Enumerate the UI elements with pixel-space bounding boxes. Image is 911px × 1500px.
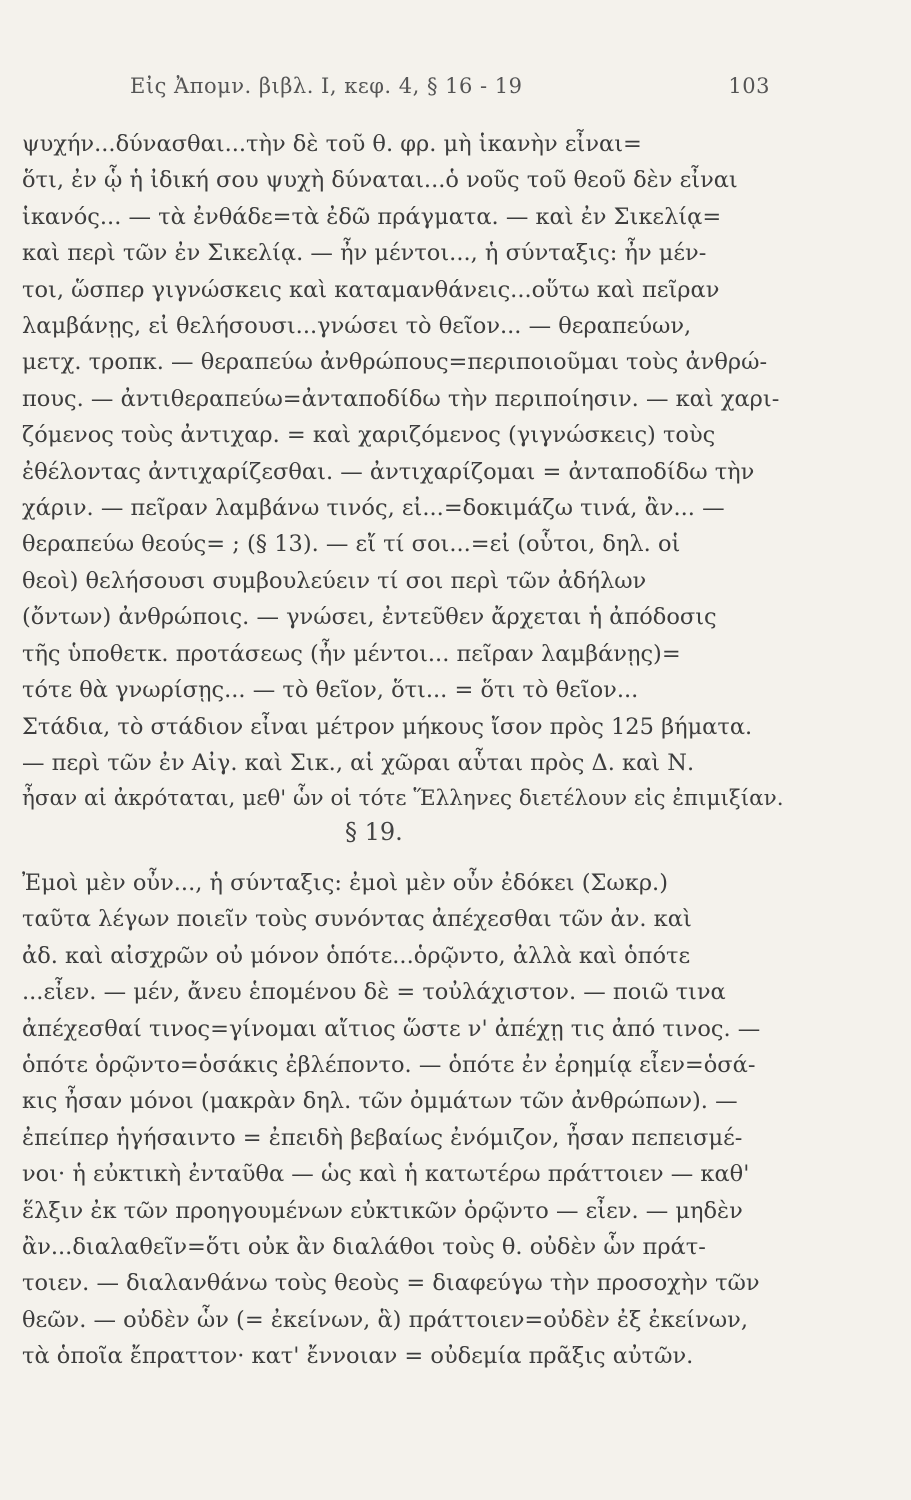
text-line: πους. — ἀντιθεραπεύω=ἀνταποδίδω τὴν περιποίησιν. — καὶ χαρι- [22,385,780,412]
text-line: ...εἶεν. — μέν, ἄνευ ἑπομένου δὲ = τοὐλάχιστον. — ποιῶ τινα [22,979,726,1006]
text-line: θεραπεύω θεούς= ; (§ 13). — εἴ τί σοι...=εἰ (οὗτοι, δηλ. οἱ [22,531,681,558]
running-title: Εἰς Ἀπομν. βιβλ. I, κεφ. 4, § 16 - 19 [130,74,523,98]
text-line: ἀπέχεσθαί τινος=γίνομαι αἴτιος ὥστε ν' ἀπέχῃ τις ἀπό τινος. — [22,1015,761,1042]
commentary-block-2 [22,865,792,1375]
text-line: Ἐμοὶ μὲν οὖν..., ἡ σύνταξις: ἐμοὶ μὲν οὖν ἐδόκει (Σωκρ.) [22,870,668,896]
text-line: τῆς ὑποθετκ. προτάσεως (ἦν μέντοι... πεῖραν λαμβάνῃς)= [22,640,681,667]
text-line: ὅτι, ἐν ᾧ ἡ ἰδική σου ψυχὴ δύναται...ὁ νοῦς τοῦ θεοῦ δὲν εἶναι [22,167,738,194]
running-header [130,74,770,98]
text-line: νοι· ἡ εὐκτικὴ ἐνταῦθα — ὡς καὶ ἡ κατωτέρω πράττοιεν — καθ' [22,1161,750,1188]
text-line: Στάδια, τὸ στάδιον εἶναι μέτρον μήκους ἴσον πρὸς 125 βήματα. [22,713,753,740]
text-line: ταῦτα λέγων ποιεῖν τοὺς συνόντας ἀπέχεσθαι τῶν ἀν. καὶ [22,906,692,933]
text-line: ἂν...διαλαθεῖν=ὅτι οὐκ ἂν διαλάθοι τοὺς θ. οὐδὲν ὧν πράτ- [22,1234,706,1261]
text-line: (ὄντων) ἀνθρώποις. — γνώσει, ἐντεῦθεν ἄρχεται ἡ ἀπόδοσις [22,604,717,631]
text-line: θεῶν. — οὐδὲν ὧν (= ἐκείνων, ἃ) πράττοιεν=οὐδὲν ἐξ ἐκείνων, [22,1306,748,1333]
text-line: καὶ περὶ τῶν ἐν Σικελίᾳ. — ἦν μέντοι..., ἡ σύνταξις: ἦν μέν- [22,240,707,267]
text-line: τότε θὰ γνωρίσῃς... — τὸ θεῖον, ὅτι... = ὅτι τὸ θεῖον... [22,677,639,704]
text-line: χάριν. — πεῖραν λαμβάνω τινός, εἰ...=δοκιμάζω τινά, ἂν... — [22,495,725,522]
text-line: τοι, ὥσπερ γιγνώσκεις καὶ καταμανθάνεις...οὕτω καὶ πεῖραν [22,276,720,303]
section-heading: § 19. [345,818,403,846]
text-line: τὰ ὁποῖα ἔπραττον· κατ' ἔννοιαν = οὐδεμία πρᾶξις αὐτῶν. [22,1343,694,1370]
text-line: ζόμενος τοὺς ἀντιχαρ. = καὶ χαριζόμενος (γιγνώσκεις) τοὺς [22,422,716,449]
text-line: — περὶ τῶν ἐν Αἰγ. καὶ Σικ., αἱ χῶραι αὗται πρὸς Δ. καὶ Ν. [22,749,695,776]
text-line: τοιεν. — διαλανθάνω τοὺς θεοὺς = διαφεύγω τὴν προσοχὴν τῶν [22,1270,760,1297]
text-line: ἐθέλοντας ἀντιχαρίζεσθαι. — ἀντιχαρίζομαι = ἀνταποδίδω τὴν [22,458,755,485]
text-line: ὁπότε ὁρῷντο=ὁσάκις ἐβλέποντο. — ὁπότε ἐν ἐρημίᾳ εἶεν=ὁσά- [22,1052,756,1079]
text-line: ἀδ. καὶ αἰσχρῶν οὐ μόνον ὁπότε...ὁρῷντο, ἀλλὰ καὶ ὁπότε [22,942,691,969]
text-line: ἕλξιν ἐκ τῶν προηγουμένων εὐκτικῶν ὁρῷντο — εἶεν. — μηδὲν [22,1197,743,1224]
commentary-block-1 [22,126,792,818]
page-number: 103 [728,74,770,98]
text-line: θεοὶ) θελήσουσι συμβουλεύειν τί σοι περὶ τῶν ἀδήλων [22,567,647,594]
text-line: ἐπείπερ ἡγήσαιντο = ἐπειδὴ βεβαίως ἐνόμιζον, ἦσαν πεπεισμέ- [22,1124,743,1151]
text-line: ἱκανός... — τὰ ἐνθάδε=τὰ ἐδῶ πράγματα. — καὶ ἐν Σικελίᾳ= [22,203,722,230]
text-line: ἦσαν αἱ ἀκρόταται, μεθ' ὧν οἱ τότε Ἕλληνες διετέλουν εἰς ἐπιμιξίαν. [22,786,784,812]
text-line: μετχ. τροπκ. — θεραπεύω ἀνθρώπους=περιποιοῦμαι τοὺς ἀνθρώ- [22,349,768,376]
text-line: κις ἦσαν μόνοι (μακρὰν δηλ. τῶν ὀμμάτων τῶν ἀνθρώπων). — [22,1088,738,1115]
text-line: ψυχήν...δύνασθαι...τὴν δὲ τοῦ θ. φρ. μὴ ἱκανὴν εἶναι= [22,131,642,157]
text-line: λαμβάνῃς, εἰ θελήσουσι...γνώσει τὸ θεῖον... — θεραπεύων, [22,313,692,340]
